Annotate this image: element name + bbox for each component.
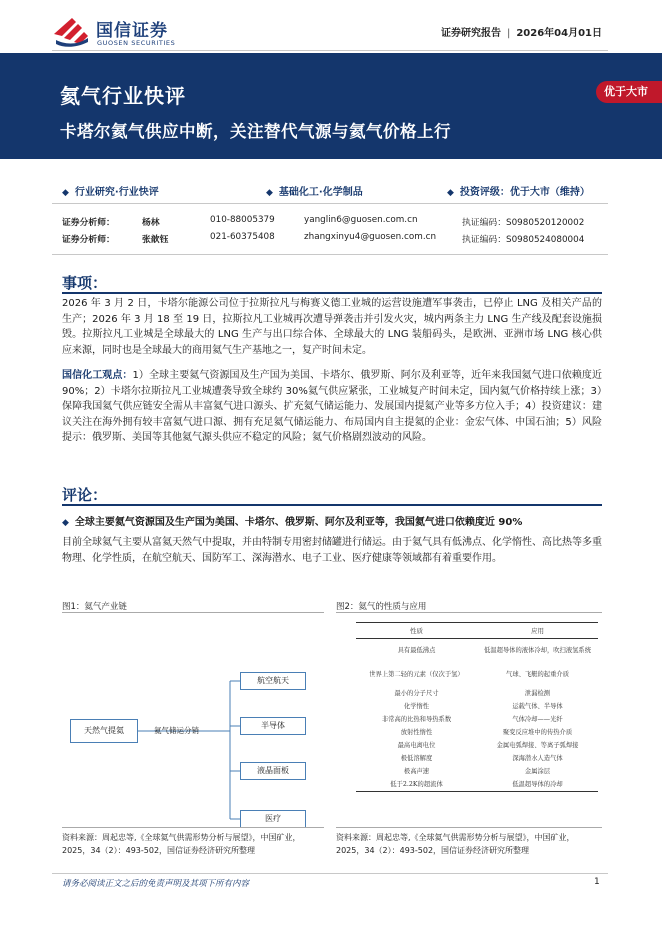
- table-row: [356, 752, 598, 765]
- property-cell: 低于2.2K的超流体: [356, 778, 477, 792]
- report-meta: [441, 24, 602, 39]
- node-medical: 医疗: [240, 810, 306, 828]
- table-header-row: [356, 623, 598, 639]
- diamond-bullet-icon: ◆: [62, 188, 69, 198]
- application-cell: 深海潜水人造气体: [512, 754, 563, 762]
- report-subtitle: 卡塔尔氦气供应中断，关注替代气源与氦气价格上行: [60, 122, 451, 141]
- column-header-property: 性质: [356, 623, 477, 639]
- comments-heading-rule: [62, 504, 602, 506]
- analyst-email[interactable]: zhangxinyu4@guosen.com.cn: [304, 232, 437, 242]
- application-cell: 泄漏检测: [524, 689, 551, 697]
- application-cell: 低温超导体的液体冷却，吹扫液氢系统: [483, 647, 592, 655]
- footer-disclaimer[interactable]: 请务必阅读正文之后的免责声明及其项下所有内容: [62, 879, 250, 889]
- application-cell: 聚变反应堆中的传热介质: [502, 728, 573, 736]
- brand-name-cn: 国信证券: [96, 21, 168, 41]
- table-row: [356, 778, 598, 792]
- property-cell: 化学惰性: [403, 702, 430, 710]
- category-sector: ◆ 基础化工·化学制品: [266, 187, 363, 198]
- header-divider: |: [506, 28, 511, 39]
- analyst-email[interactable]: yanglin6@guosen.com.cn: [304, 215, 418, 225]
- property-cell: 具有最低沸点: [397, 647, 436, 655]
- table-row: [356, 765, 598, 778]
- node-semiconductor: 半导体: [240, 717, 306, 735]
- table-row: [356, 687, 598, 700]
- events-heading: 事项：: [62, 274, 108, 292]
- report-date: 2026年04月01日: [516, 28, 602, 39]
- property-cell: 极高声速: [403, 767, 430, 775]
- figure2-title: 图2：氦气的性质与应用: [336, 602, 427, 612]
- comments-key-point: ◆ 全球主要氦气资源国及生产国为美国、卡塔尔、俄罗斯、阿尔及利亚等，我国氦气进口依赖度近 90%: [62, 517, 523, 528]
- node-lcd-panel: 液晶面板: [240, 762, 306, 780]
- property-cell: 放射性惰性: [400, 728, 433, 736]
- report-title: 氦气行业快评: [60, 84, 186, 108]
- application-cell: 运载气体、半导体: [512, 702, 563, 710]
- diamond-bullet-icon: ◆: [447, 188, 454, 198]
- figure1-top-rule: [62, 612, 324, 613]
- property-cell: 极低溶解度: [400, 754, 433, 762]
- table-row: [356, 726, 598, 739]
- application-cell: 气球、飞艇的起重介质: [506, 671, 569, 678]
- analyst-cert: 执证编码：S0980520120002: [462, 218, 585, 228]
- figure1-title: 图1：氦气产业链: [62, 602, 127, 612]
- analyst-rule: [52, 254, 608, 255]
- table-row: [356, 663, 598, 687]
- figure2-top-rule: [336, 612, 602, 613]
- figure2-bottom-rule: [336, 827, 602, 828]
- column-header-application: 应用: [477, 623, 598, 639]
- figure1-source: 资料来源：周起忠等,《全球氦气供需形势分析与展望》，中国矿业，2025，34（2）：493-502，国信证券经济研究所整理: [62, 833, 301, 855]
- events-paragraph-1: 2026 年 3 月 2 日，卡塔尔能源公司位于拉斯拉凡与梅赛义德工业城的运营设施遭军事袭击，已停止 LNG 及相关产品的生产；2026 年 3 月 18 至 19 日，拉斯拉凡工业城再次遭导弹袭击并引发火灾，城内两条主力 LNG 生产线及配套设施损毁。拉斯拉凡工业城是全球最大的 LNG 生产与出口综合体、全球最大的 LNG 装船码头，是欧洲、亚洲市场 LNG 核心供应来源，同时也是全球最大的商用氦气生产基地之一，复产时间未定。: [62, 298, 602, 356]
- events-heading-rule: [62, 292, 602, 294]
- figure1-bottom-rule: [62, 827, 324, 828]
- table-row: [356, 739, 598, 752]
- edge-label-storage-distribution: 氦气储运分销: [154, 726, 199, 735]
- footer-rule: [52, 873, 608, 874]
- analyst-cert: 执证编码：S0980524080004: [462, 235, 585, 245]
- events-paragraph-2: [62, 368, 602, 446]
- property-cell: 世界上第二轻的元素（仅次于氢）: [369, 671, 464, 678]
- table-row: [356, 713, 598, 726]
- comments-heading: 评论：: [62, 486, 108, 504]
- diamond-bullet-icon: ◆: [266, 188, 273, 198]
- page-number: 1: [594, 877, 600, 887]
- guosen-logo-icon: [52, 14, 92, 48]
- table-row: [356, 700, 598, 713]
- viewpoint-text: 1）全球主要氦气资源国及生产国为美国、卡塔尔、俄罗斯、阿尔及利亚等，近年来我国氦气进口依赖度近 90%；2）卡塔尔拉斯拉凡工业城遭袭导致全球约 30%氦气供应紧张，工业城复产时间未定，国内氦气价格持续上涨；3）保障我国氦气供应链安全需从丰富氦气进口源头、扩充氦气储运能力、发展国内提氦产业等多方位入手；4）投资建议：建议关注在海外拥有较丰富氦气进口源、拥有充足氦气储运能力、布局国内自主提氦的企业：金宏气体、中国石油；5）风险提示：俄罗斯、美国等其他氦气源头供应不稳定的风险；氦气价格剧烈波动的风险。: [62, 370, 602, 443]
- property-cell: 最小的分子尺寸: [394, 689, 439, 697]
- rating-badge: 优于大市: [596, 81, 662, 103]
- analyst-name: 张歆钰: [142, 235, 169, 245]
- application-cell: 金属电弧焊接、等离子弧焊接: [496, 741, 579, 749]
- header-rule: [52, 50, 608, 51]
- viewpoint-label: 国信化工观点：: [62, 370, 133, 381]
- analyst-role: 证券分析师：: [62, 235, 115, 245]
- property-cell: 最高电离电位: [397, 741, 436, 749]
- comments-paragraph: 目前全球氦气主要从富氦天然气中提取，并由特制专用密封储罐进行储运。由于氦气具有低沸点、化学惰性、高比热等多重物理、化学性质，在航空航天、国防军工、深海潜水、电子工业、医疗健康等领域都有着重要作用。: [62, 537, 602, 564]
- analyst-name: 杨林: [142, 218, 160, 228]
- properties-table: [356, 622, 598, 792]
- category-industry: ◆ 行业研究·行业快评: [62, 187, 159, 198]
- node-aerospace: 航空航天: [240, 672, 306, 690]
- category-rule: [52, 203, 608, 204]
- category-rating: ◆ 投资评级：优于大市（维持）: [447, 187, 590, 198]
- report-type: 证券研究报告: [440, 28, 501, 39]
- brand-name-en: GUOSEN SECURITIES: [97, 39, 176, 47]
- node-natural-gas-helium: 天然气提氦: [70, 719, 138, 743]
- property-cell: 非常高的比热和导热系数: [381, 715, 452, 723]
- application-cell: 金属涂层: [524, 767, 551, 775]
- application-cell: 低温超导体的冷却: [477, 778, 598, 792]
- figure2-source: 资料来源：周起忠等,《全球氦气供需形势分析与展望》，中国矿业，2025，34（2）：493-502，国信证券经济研究所整理: [336, 833, 575, 855]
- application-cell: 气体冷却——光纤: [512, 715, 563, 723]
- table-row: [356, 639, 598, 663]
- diamond-bullet-icon: ◆: [62, 518, 69, 528]
- analyst-phone: 010-88005379: [210, 215, 275, 225]
- analyst-phone: 021-60375408: [210, 232, 275, 242]
- analyst-role: 证券分析师：: [62, 218, 115, 228]
